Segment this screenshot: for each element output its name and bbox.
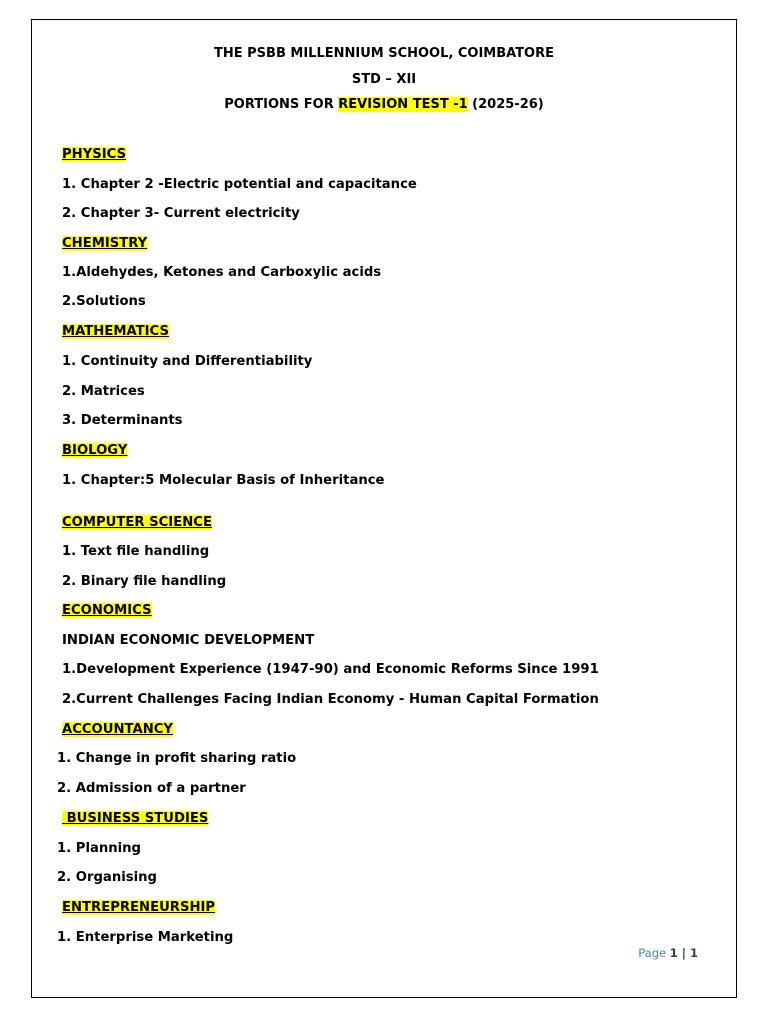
list-item: 3. Determinants xyxy=(62,413,183,428)
section-title-entrepreneurship: ENTREPRENEURSHIP xyxy=(62,900,216,915)
school-name: THE PSBB MILLENNIUM SCHOOL, COIMBATORE xyxy=(214,46,554,61)
list-item: 2. Organising xyxy=(57,870,157,885)
section-title-accountancy: ACCOUNTANCY xyxy=(62,722,173,737)
list-item: 1. Chapter:5 Molecular Basis of Inheritance xyxy=(62,473,385,488)
page-number: 1 xyxy=(669,946,678,960)
page-label: Page xyxy=(638,946,670,960)
test-name: REVISION TEST -1 xyxy=(338,97,468,112)
list-item: 2. Chapter 3- Current electricity xyxy=(62,206,300,221)
section-title-computer-science: COMPUTER SCIENCE xyxy=(62,515,212,530)
academic-year: (2025-26) xyxy=(467,97,544,112)
page-footer xyxy=(638,946,698,960)
list-item: 2. Admission of a partner xyxy=(57,781,246,796)
portions-prefix: PORTIONS FOR xyxy=(224,97,339,112)
list-item: 1. Planning xyxy=(57,841,141,856)
list-item: 2. Binary file handling xyxy=(62,574,227,589)
page-separator: | xyxy=(677,946,690,960)
portions-title xyxy=(0,97,768,112)
section-title-mathematics: MATHEMATICS xyxy=(62,324,169,339)
list-item: 1. Chapter 2 -Electric potential and capacitance xyxy=(62,177,417,192)
list-item: 1. Text file handling xyxy=(62,544,210,559)
list-item: 2.Solutions xyxy=(62,294,146,309)
list-item: 2. Matrices xyxy=(62,384,145,399)
list-item: 2.Current Challenges Facing Indian Economy - Human Capital Formation xyxy=(62,692,599,707)
section-title-physics: PHYSICS xyxy=(62,147,127,162)
section-title-biology: BIOLOGY xyxy=(62,443,128,458)
section-title-economics: ECONOMICS xyxy=(62,603,152,618)
list-item: 1.Aldehydes, Ketones and Carboxylic acids xyxy=(62,265,382,280)
page-total: 1 xyxy=(689,946,698,960)
list-item: 1.Development Experience (1947-90) and Economic Reforms Since 1991 xyxy=(62,662,599,677)
section-title-business-studies: BUSINESS STUDIES xyxy=(62,811,209,826)
list-item: 1. Enterprise Marketing xyxy=(57,930,234,945)
standard-label: STD – XII xyxy=(351,72,417,87)
economics-subheading: INDIAN ECONOMIC DEVELOPMENT xyxy=(62,633,315,648)
list-item: 1. Change in profit sharing ratio xyxy=(57,751,297,766)
list-item: 1. Continuity and Differentiability xyxy=(62,354,313,369)
section-title-chemistry: CHEMISTRY xyxy=(62,236,148,251)
